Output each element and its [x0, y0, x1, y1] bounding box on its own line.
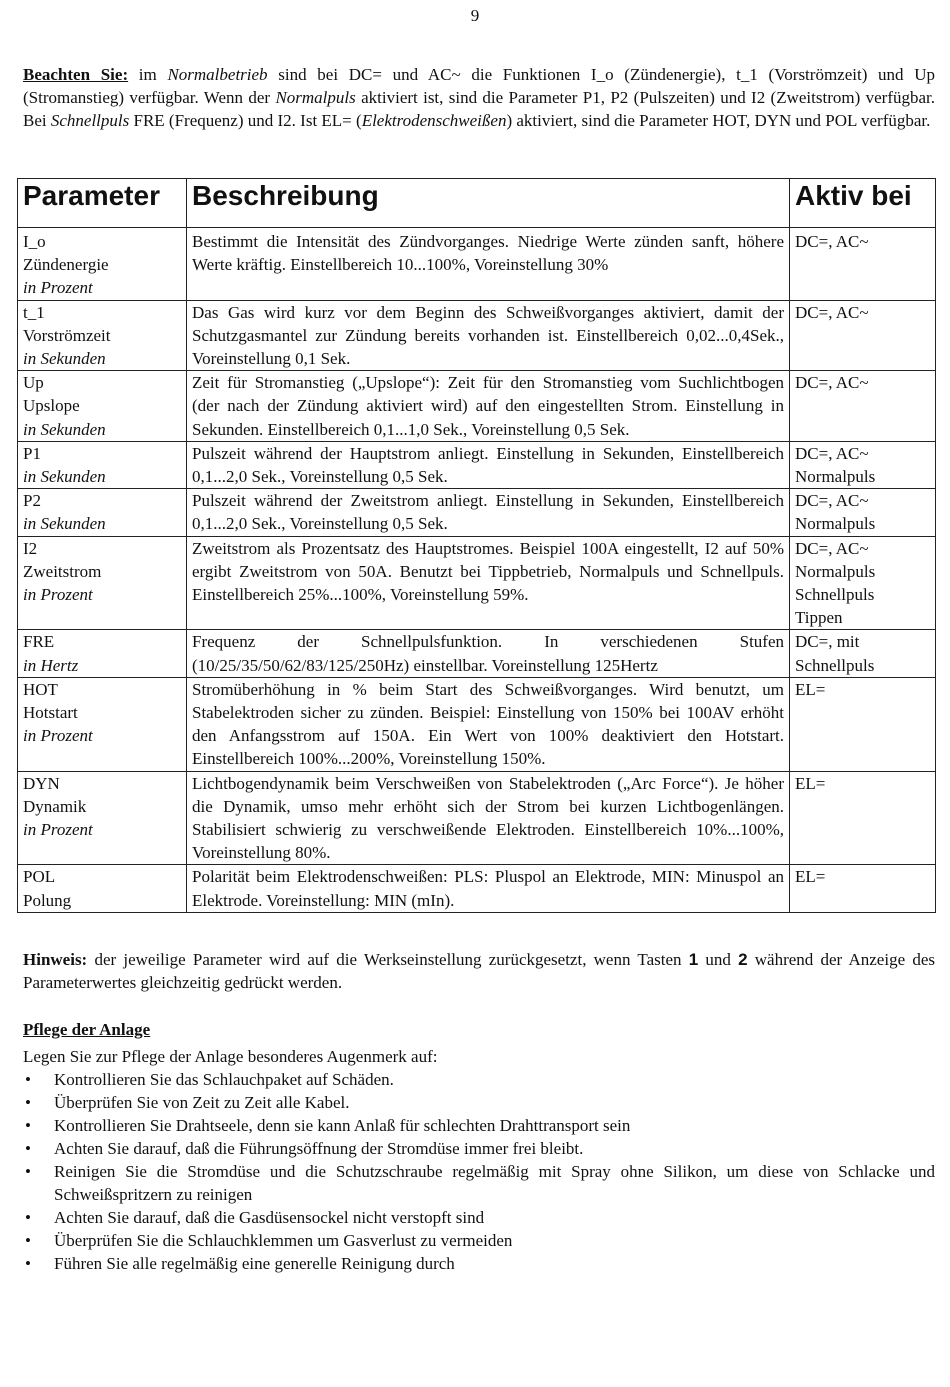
note-paragraph: [23, 948, 935, 994]
key-1: 1: [688, 950, 699, 969]
parameter-code: P1: [23, 443, 41, 463]
parameter-table: [17, 178, 936, 913]
note-text-1: der jeweilige Parameter wird auf die Werkseinstellung zurückgesetzt, wenn Tasten: [87, 950, 689, 969]
parameter-name: Upslope: [23, 396, 80, 416]
active-mode: DC=, mit: [795, 632, 860, 652]
description-cell: Pulszeit während der Zweitstrom anliegt. Einstellung in Sekunden, Einstellbereich 0,1...2,0 Sek., Voreinstellung 0,5 Sek.: [187, 489, 790, 536]
active-mode: Schnellpuls: [795, 655, 875, 675]
intro-paragraph: [23, 63, 935, 132]
parameter-unit: in Prozent: [23, 278, 93, 298]
table-row: [18, 489, 936, 536]
list-item: [23, 1137, 935, 1160]
section-title: Pflege der Anlage: [23, 1020, 151, 1039]
table-row: [18, 630, 936, 677]
active-mode: DC=, AC~: [795, 373, 869, 393]
parameter-code: t_1: [23, 302, 45, 322]
parameter-cell: [18, 228, 187, 301]
table-body: [18, 228, 936, 913]
header-parameter: Parameter: [18, 179, 187, 228]
active-cell: [790, 371, 936, 442]
description-cell: Zeit für Stromanstieg („Upslope“): Zeit für den Stromanstieg vom Suchlichtbogen (der nach der Zündung aktiviert wird) auf den eingestellten Strom. Einstellung in Sekunden. Einstellbereich 0,1...1,0 Sek., Voreinstellung 0,5 Sek.: [187, 371, 790, 442]
list-item-text: Kontrollieren Sie Drahtseele, denn sie kann Anlaß für schlechten Drahttransport sein: [54, 1116, 631, 1135]
bullet-icon: •: [25, 1116, 31, 1135]
active-cell: [790, 441, 936, 488]
table-row: [18, 536, 936, 630]
description-cell: Polarität beim Elektrodenschweißen: PLS: Pluspol an Elektrode, MIN: Minuspol an Elektrode. Voreinstellung: MIN (mIn).: [187, 865, 790, 912]
parameter-unit: in Sekunden: [23, 349, 106, 369]
bullet-icon: •: [25, 1208, 31, 1227]
description-cell: Bestimmt die Intensität des Zündvorganges. Niedrige Werte zünden sanft, höhere Werte kräftig. Einstellbereich 10...100%, Voreinstellung 30%: [187, 228, 790, 301]
parameter-code: I2: [23, 538, 38, 558]
parameter-unit: in Sekunden: [23, 419, 106, 439]
list-item-text: Achten Sie darauf, daß die Gasdüsensockel nicht verstopft sind: [54, 1208, 485, 1227]
description-cell: Pulszeit während der Hauptstrom anliegt. Einstellung in Sekunden, Einstellbereich 0,1...2,0 Sek., Voreinstellung 0,5 Sek.: [187, 441, 790, 488]
active-mode: EL=: [795, 773, 826, 793]
intro-text-1: im: [128, 65, 168, 84]
parameter-unit: in Sekunden: [23, 514, 106, 534]
parameter-code: HOT: [23, 679, 58, 699]
parameter-cell: [18, 630, 187, 677]
care-intro: Legen Sie zur Pflege der Anlage besonderes Augenmerk auf:: [23, 1047, 438, 1066]
intro-text-5: ) aktiviert, sind die Parameter HOT, DYN und POL verfügbar.: [506, 111, 931, 130]
parameter-unit: in Hertz: [23, 655, 79, 675]
bullet-icon: •: [25, 1254, 31, 1273]
active-cell: [790, 771, 936, 865]
table-row: [18, 300, 936, 371]
parameter-unit: in Prozent: [23, 820, 93, 840]
parameter-code: DYN: [23, 773, 60, 793]
active-mode: DC=, AC~: [795, 232, 869, 251]
parameter-code: FRE: [23, 632, 55, 652]
parameter-cell: [18, 771, 187, 865]
active-cell: [790, 300, 936, 371]
list-item-text: Reinigen Sie die Stromdüse und die Schutzschraube regelmäßig mit Spray ohne Silikon, um diese von Schlacke und Schweißspritzern zu reinigen: [54, 1162, 935, 1204]
parameter-unit: in Prozent: [23, 726, 93, 746]
list-item-text: Überprüfen Sie die Schlauchklemmen um Gasverlust zu vermeiden: [54, 1231, 513, 1250]
care-list: [23, 1068, 935, 1275]
description-cell: Frequenz der Schnellpulsfunktion. In verschiedenen Stufen (10/25/35/50/62/83/125/250Hz) einstellbar. Voreinstellung 125Hertz: [187, 630, 790, 677]
list-item: [23, 1114, 935, 1137]
parameter-cell: [18, 371, 187, 442]
parameter-name: Vorströmzeit: [23, 325, 111, 345]
parameter-unit: in Sekunden: [23, 467, 106, 487]
parameter-cell: [18, 300, 187, 371]
active-cell: [790, 865, 936, 912]
parameter-code: I_o: [23, 232, 46, 251]
table-row: [18, 228, 936, 301]
parameter-cell: [18, 865, 187, 912]
description-cell: Lichtbogendynamik beim Verschweißen von Stabelektroden („Arc Force“). Je höher die Dynamik, umso mehr erhöht sich der Strom bei kurzen Lichtbogenlängen. Stabilisiert schwierig zu verschweißende Elektroden. Einstellbereich 10%...100%, Voreinstellung 80%.: [187, 771, 790, 865]
parameter-name: Dynamik: [23, 796, 87, 816]
parameter-name: Polung: [23, 890, 72, 910]
header-beschreibung: Beschreibung: [187, 179, 790, 228]
list-item-text: Überprüfen Sie von Zeit zu Zeit alle Kabel.: [54, 1093, 350, 1112]
active-mode: Tippen: [795, 608, 843, 628]
bullet-icon: •: [25, 1139, 31, 1158]
intro-italic-normalpuls: Normalpuls: [275, 88, 356, 107]
table-row: [18, 677, 936, 771]
active-cell: [790, 630, 936, 677]
active-cell: [790, 536, 936, 630]
bullet-icon: •: [25, 1231, 31, 1250]
active-cell: [790, 489, 936, 536]
list-item: [23, 1206, 935, 1229]
list-item-text: Kontrollieren Sie das Schlauchpaket auf Schäden.: [54, 1070, 394, 1089]
active-mode: Normalpuls: [795, 467, 876, 487]
parameter-name: Zündenergie: [23, 255, 109, 275]
active-cell: [790, 677, 936, 771]
note-label: Hinweis:: [23, 950, 88, 969]
key-2: 2: [738, 950, 748, 969]
intro-italic-schnellpuls: Schnellpuls: [50, 111, 130, 130]
list-item-text: Achten Sie darauf, daß die Führungsöffnung der Stromdüse immer frei bleibt.: [54, 1139, 584, 1158]
table-row: [18, 371, 936, 442]
intro-text-3: aktiviert ist, sind die Parameter P1, P2 (Pulszeiten) und I2 (Zweitstrom) verfügbar. Bei: [23, 88, 935, 130]
active-mode: DC=, AC~: [795, 302, 869, 322]
parameter-cell: [18, 489, 187, 536]
description-cell: Stromüberhöhung in % beim Start des Schweißvorganges. Wird benutzt, um Stabelektroden sicher zu zünden. Beispiel: Einstellung von 150% bei 100AV erhöht den Anfangsstrom auf 150A. Ein Wert von 100% deaktiviert den Hotstart. Einstellbereich 100%...200%, Voreinstellung 150%.: [187, 677, 790, 771]
intro-italic-elektrodenschweissen: Elektrodenschweißen: [361, 111, 507, 130]
bullet-icon: •: [25, 1162, 31, 1181]
list-item: [23, 1229, 935, 1252]
intro-text-4: FRE (Frequenz) und I2. Ist EL= (: [129, 111, 362, 130]
list-item: [23, 1252, 935, 1275]
intro-label: Beachten Sie:: [23, 65, 129, 84]
parameter-cell: [18, 677, 187, 771]
list-item: [23, 1068, 935, 1091]
table-row: [18, 771, 936, 865]
page-number: 9: [470, 6, 480, 25]
description-cell: Zweitstrom als Prozentsatz des Hauptstromes. Beispiel 100A eingestellt, I2 auf 50% ergibt Zweitstrom von 50A. Benutzt bei Tippbetrieb, Normalpuls und Schnellpuls. Einstellbereich 25%...100%, Voreinstellung 59%.: [187, 536, 790, 630]
intro-italic-normalbetrieb: Normalbetrieb: [167, 65, 268, 84]
description-cell: Das Gas wird kurz vor dem Beginn des Schweißvorganges aktiviert, damit der Schutzgasmantel zur Zündung bereits vorhanden ist. Einstellbereich 0,02...0,4Sek., Voreinstellung 0,1 Sek.: [187, 300, 790, 371]
parameter-cell: [18, 441, 187, 488]
note-text-2: und: [698, 950, 739, 969]
parameter-unit: in Prozent: [23, 585, 93, 605]
header-aktiv-bei: Aktiv bei: [790, 179, 936, 228]
list-item: [23, 1160, 935, 1206]
parameter-cell: [18, 536, 187, 630]
parameter-code: Up: [23, 373, 44, 393]
parameter-name: Zweitstrom: [23, 561, 102, 581]
active-mode: EL=: [795, 679, 826, 699]
bullet-icon: •: [25, 1070, 31, 1089]
table-row: [18, 865, 936, 912]
list-item: [23, 1091, 935, 1114]
parameter-code: POL: [23, 867, 56, 887]
active-mode: EL=: [795, 867, 826, 887]
note-text-3: während der Anzeige des Parameterwertes gleichzeitig gedrückt werden.: [23, 950, 935, 992]
active-mode: DC=, AC~: [795, 491, 869, 511]
intro-text-2: sind bei DC= und AC~ die Funktionen I_o (Zündenergie), t_1 (Vorströmzeit) und Up (Stromanstieg) verfügbar. Wenn der: [23, 65, 936, 107]
parameter-name: Hotstart: [23, 703, 78, 723]
active-cell: [790, 228, 936, 301]
active-mode: DC=, AC~: [795, 538, 869, 558]
active-mode: Normalpuls: [795, 561, 876, 581]
active-mode: Schnellpuls: [795, 585, 875, 605]
active-mode: Normalpuls: [795, 514, 876, 534]
parameter-code: P2: [23, 491, 41, 511]
list-item-text: Führen Sie alle regelmäßig eine generelle Reinigung durch: [54, 1254, 455, 1273]
active-mode: DC=, AC~: [795, 443, 869, 463]
bullet-icon: •: [25, 1093, 31, 1112]
table-header-row: [18, 179, 936, 228]
table-row: [18, 441, 936, 488]
